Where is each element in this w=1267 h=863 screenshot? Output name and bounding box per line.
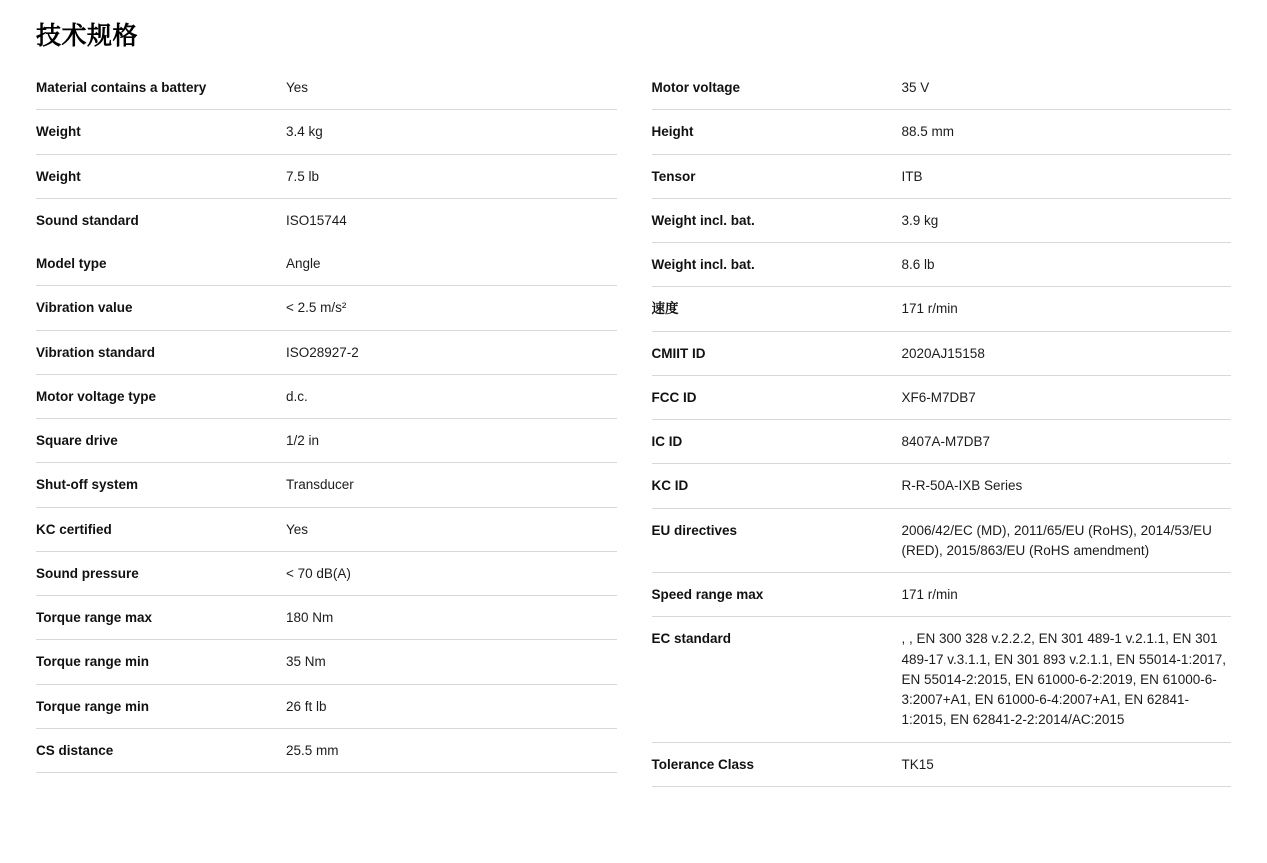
spec-row (36, 419, 617, 463)
spec-value: 171 r/min (901, 587, 958, 602)
spec-value: XF6-M7DB7 (901, 389, 976, 405)
spec-label: CS distance (36, 742, 114, 758)
spec-value: 35 V (901, 80, 930, 95)
spec-label: Model type (36, 256, 107, 271)
specs-grid (36, 66, 1231, 787)
spec-row (36, 242, 617, 286)
spec-row (652, 287, 1232, 331)
spec-label: Vibration value (36, 300, 133, 316)
spec-row (652, 509, 1232, 574)
spec-row (36, 286, 617, 330)
spec-value: Yes (286, 80, 309, 95)
spec-row (652, 420, 1232, 464)
spec-row (36, 199, 617, 242)
spec-value: R-R-50A-IXB Series (901, 478, 1023, 494)
spec-value: ISO28927-2 (286, 344, 359, 360)
spec-label: Motor voltage (651, 80, 741, 95)
spec-value: 2006/42/EC (MD), 2011/65/EU (RoHS), 2014/53/EU (RED), 2015/863/EU (RoHS amendment) (901, 522, 1212, 558)
spec-row (652, 199, 1232, 243)
spec-label: Torque range max (36, 610, 153, 625)
spec-value: 1/2 in (286, 433, 320, 448)
spec-value: 35 Nm (286, 654, 326, 670)
spec-row (36, 66, 617, 110)
spec-value: d.c. (286, 388, 308, 404)
specs-right-column (634, 66, 1232, 787)
spec-label: Tolerance Class (651, 756, 755, 772)
spec-row (36, 640, 617, 684)
spec-value: 8407A-M7DB7 (901, 434, 991, 449)
spec-value: TK15 (901, 756, 934, 772)
spec-label: KC certified (36, 521, 112, 537)
spec-value: < 70 dB(A) (286, 565, 351, 581)
spec-label: EC standard (651, 631, 732, 647)
spec-row (652, 743, 1232, 787)
spec-label: Vibration standard (36, 344, 156, 360)
spec-label: 速度 (651, 301, 679, 317)
spec-label: Shut-off system (36, 477, 139, 493)
spec-row (652, 243, 1232, 287)
spec-label: IC ID (651, 434, 683, 449)
spec-value: , , EN 300 328 v.2.2.2, EN 301 489-1 v.2.1.1, EN 301 489-17 v.3.1.1, EN 301 893 v.2.1.1, EN 55014-1:2017, EN 55014-2:2015, EN 61000-6-2:2019, EN 61000-6-3:2007+A1, EN 61000-6-4:2007+A1, EN 62841-1:2015, EN 62841-2-2:2014/AC:2015 (901, 631, 1226, 728)
spec-value: 88.5 mm (901, 124, 955, 140)
spec-value: 180 Nm (286, 610, 334, 625)
spec-row (36, 508, 617, 552)
spec-value: 8.6 lb (901, 257, 935, 272)
spec-value: 25.5 mm (286, 742, 339, 758)
spec-row (36, 375, 617, 419)
specs-left-column (36, 66, 634, 787)
spec-value: < 2.5 m/s² (286, 300, 347, 316)
spec-row (652, 155, 1232, 199)
spec-value: Angle (286, 256, 321, 271)
spec-row (652, 110, 1232, 154)
spec-label: Weight incl. bat. (651, 212, 755, 228)
spec-row (652, 464, 1232, 508)
spec-value: ISO15744 (286, 212, 347, 228)
spec-label: Sound pressure (36, 565, 139, 581)
spec-label: Speed range max (651, 587, 764, 602)
spec-label: Square drive (36, 433, 118, 448)
spec-value: 3.9 kg (901, 212, 939, 228)
spec-label: Height (651, 124, 694, 140)
spec-label: CMIIT ID (651, 345, 706, 361)
spec-label: Tensor (651, 168, 696, 184)
spec-row (36, 552, 617, 596)
spec-label: KC ID (651, 478, 689, 494)
spec-label: FCC ID (651, 389, 697, 405)
spec-label: Weight incl. bat. (651, 257, 755, 272)
spec-label: Material contains a battery (36, 80, 207, 95)
page-title: 技术规格 (36, 22, 139, 50)
spec-row (652, 332, 1232, 376)
spec-value: 7.5 lb (286, 168, 320, 184)
spec-row (652, 573, 1232, 617)
spec-row (36, 729, 617, 773)
spec-value: 26 ft lb (286, 698, 327, 714)
spec-value: Yes (286, 521, 309, 537)
spec-row (36, 331, 617, 375)
spec-label: Sound standard (36, 212, 139, 228)
spec-row (36, 463, 617, 507)
spec-row (652, 376, 1232, 420)
spec-value: 2020AJ15158 (901, 345, 985, 361)
spec-value: Transducer (286, 477, 354, 493)
spec-row (652, 617, 1232, 742)
spec-label: Motor voltage type (36, 388, 157, 404)
spec-label: Torque range min (36, 654, 150, 670)
spec-label: Weight (36, 124, 81, 140)
spec-value: 3.4 kg (286, 124, 323, 140)
spec-label: EU directives (651, 522, 738, 538)
spec-label: Torque range min (36, 698, 150, 714)
spec-row (36, 110, 617, 154)
spec-row (36, 155, 617, 199)
spec-row (36, 685, 617, 729)
spec-row (36, 596, 617, 640)
spec-row (652, 66, 1232, 110)
spec-value: 171 r/min (901, 301, 958, 317)
spec-value: ITB (901, 168, 923, 184)
spec-label: Weight (36, 168, 81, 184)
